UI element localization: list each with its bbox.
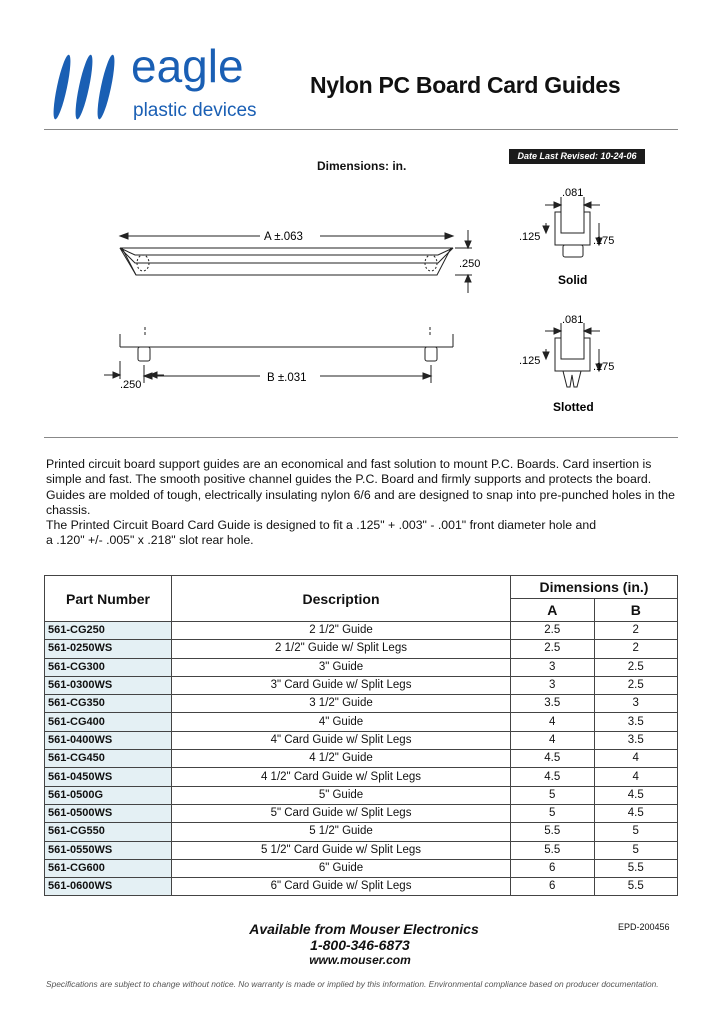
dim-b-cell: 4	[594, 750, 678, 768]
part-number-cell: 561-CG300	[45, 658, 172, 676]
dim-a-cell: 6	[511, 878, 595, 896]
date-revised-badge: Date Last Revised: 10-24-06	[509, 149, 645, 164]
slotted-label: Slotted	[553, 400, 594, 414]
dim-a-cell: 3.5	[511, 695, 595, 713]
parts-table	[44, 575, 678, 896]
dim-b-cell: 3.5	[594, 713, 678, 731]
solid-right-label: .175	[593, 235, 615, 247]
dim-b-cell: 3.5	[594, 731, 678, 749]
dim-b-cell: 4	[594, 768, 678, 786]
table-row	[45, 695, 678, 713]
table-row	[45, 750, 678, 768]
fit-paragraph: The Printed Circuit Board Card Guide is designed to fit a .125" + .003" - .001" front diameter hole and a .120" +/- .005" x .218" slot rear hole.	[46, 518, 597, 548]
page-title: Nylon PC Board Card Guides	[310, 72, 621, 98]
eagle-logo-stripes-icon	[48, 50, 123, 125]
table-row	[45, 823, 678, 841]
dim-b-label: B ±.031	[267, 372, 307, 384]
description-cell: 6" Card Guide w/ Split Legs	[172, 878, 511, 896]
description-cell: 6" Guide	[172, 859, 511, 877]
part-number-cell: 561-CG600	[45, 859, 172, 877]
part-number-cell: 561-0550WS	[45, 841, 172, 859]
description-cell: 2 1/2" Guide w/ Split Legs	[172, 640, 511, 658]
table-row	[45, 804, 678, 822]
description-cell: 3" Card Guide w/ Split Legs	[172, 676, 511, 694]
brand-tagline: plastic devices	[133, 100, 257, 121]
part-number-cell: 561-CG250	[45, 622, 172, 640]
description-cell: 3" Guide	[172, 658, 511, 676]
header-part-number: Part Number	[45, 576, 172, 622]
table-row	[45, 713, 678, 731]
dimensions-label: Dimensions: in.	[317, 159, 407, 173]
dim-b-cell: 2.5	[594, 676, 678, 694]
disclaimer: Specifications are subject to change without notice. No warranty is made or implied by this information. Environmental compliance based on producer documentation.	[46, 979, 659, 989]
dim-b-cell: 2	[594, 622, 678, 640]
part-number-cell: 561-0250WS	[45, 640, 172, 658]
dim-a-cell: 5	[511, 786, 595, 804]
dim-b-cell: 5	[594, 823, 678, 841]
description-cell: 5" Guide	[172, 786, 511, 804]
description-paragraph: Printed circuit board support guides are an economical and fast solution to mount P.C. Boards. Card insertion is simple and fast. The smooth positive channel guides the P.C. Board and firmly supports and protects the board. Guides are molded of tough, electrically insulating nylon 6/6 and are designed to snap into pre-punched holes in the chassis.	[46, 457, 675, 517]
table-row	[45, 622, 678, 640]
website-link[interactable]: www.mouser.com	[309, 953, 411, 967]
dim-b-cell: 3	[594, 695, 678, 713]
dim-a-cell: 6	[511, 859, 595, 877]
part-number-cell: 561-CG450	[45, 750, 172, 768]
part-number-cell: 561-0500WS	[45, 804, 172, 822]
part-number-cell: 561-0300WS	[45, 676, 172, 694]
part-number-cell: 561-0500G	[45, 786, 172, 804]
description-cell: 4 1/2" Card Guide w/ Split Legs	[172, 768, 511, 786]
slotted-width-label: .081	[562, 314, 584, 326]
part-number-cell: 561-0450WS	[45, 768, 172, 786]
dim-b-cell: 5.5	[594, 859, 678, 877]
dim-a-cell: 4	[511, 731, 595, 749]
description-cell: 3 1/2" Guide	[172, 695, 511, 713]
header-description: Description	[172, 576, 511, 622]
header-a: A	[511, 599, 595, 622]
dim-b-cell: 5	[594, 841, 678, 859]
dim-b-cell: 4.5	[594, 804, 678, 822]
table-row	[45, 658, 678, 676]
table-row	[45, 841, 678, 859]
dim-a-cell: 4	[511, 713, 595, 731]
description-cell: 4 1/2" Guide	[172, 750, 511, 768]
dim-leg-label: .250	[120, 379, 142, 391]
description-cell: 5" Card Guide w/ Split Legs	[172, 804, 511, 822]
slotted-right-label: .175	[593, 361, 615, 373]
part-number-cell: 561-CG350	[45, 695, 172, 713]
description-cell: 5 1/2" Guide	[172, 823, 511, 841]
part-number-cell: 561-CG550	[45, 823, 172, 841]
dim-a-cell: 5	[511, 804, 595, 822]
dim-height-label: .250	[459, 258, 481, 270]
solid-width-label: .081	[562, 187, 584, 199]
table-row	[45, 859, 678, 877]
description-cell: 4" Card Guide w/ Split Legs	[172, 731, 511, 749]
part-number-cell: 561-0600WS	[45, 878, 172, 896]
table-row	[45, 676, 678, 694]
dim-b-cell: 2.5	[594, 658, 678, 676]
table-row	[45, 768, 678, 786]
description-cell: 4" Guide	[172, 713, 511, 731]
table-row	[45, 878, 678, 896]
dim-a-cell: 4.5	[511, 768, 595, 786]
epd-number: EPD-200456	[618, 922, 670, 932]
dim-a-cell: 4.5	[511, 750, 595, 768]
drawing-divider	[44, 437, 678, 438]
table-row	[45, 786, 678, 804]
table-row	[45, 640, 678, 658]
dim-a-cell: 2.5	[511, 640, 595, 658]
part-number-cell: 561-CG400	[45, 713, 172, 731]
description-cell: 2 1/2" Guide	[172, 622, 511, 640]
solid-label: Solid	[558, 273, 588, 287]
header-divider	[44, 129, 678, 130]
dim-a-cell: 2.5	[511, 622, 595, 640]
dim-a-cell: 3	[511, 658, 595, 676]
dim-a-cell: 5.5	[511, 841, 595, 859]
dim-a-label: A ±.063	[264, 231, 303, 243]
solid-left-label: .125	[519, 231, 541, 243]
phone-number: 1-800-346-6873	[310, 937, 410, 953]
table-row	[45, 731, 678, 749]
header-dimensions: Dimensions (in.)	[511, 576, 678, 599]
slotted-left-label: .125	[519, 355, 541, 367]
dim-a-cell: 3	[511, 676, 595, 694]
part-number-cell: 561-0400WS	[45, 731, 172, 749]
dim-b-cell: 2	[594, 640, 678, 658]
available-from: Available from Mouser Electronics	[249, 921, 479, 937]
description-cell: 5 1/2" Card Guide w/ Split Legs	[172, 841, 511, 859]
card-guide-drawing	[100, 175, 660, 425]
dim-b-cell: 5.5	[594, 878, 678, 896]
dim-b-cell: 4.5	[594, 786, 678, 804]
brand-name: eagle	[131, 40, 244, 92]
header-b: B	[594, 599, 678, 622]
dim-a-cell: 5.5	[511, 823, 595, 841]
